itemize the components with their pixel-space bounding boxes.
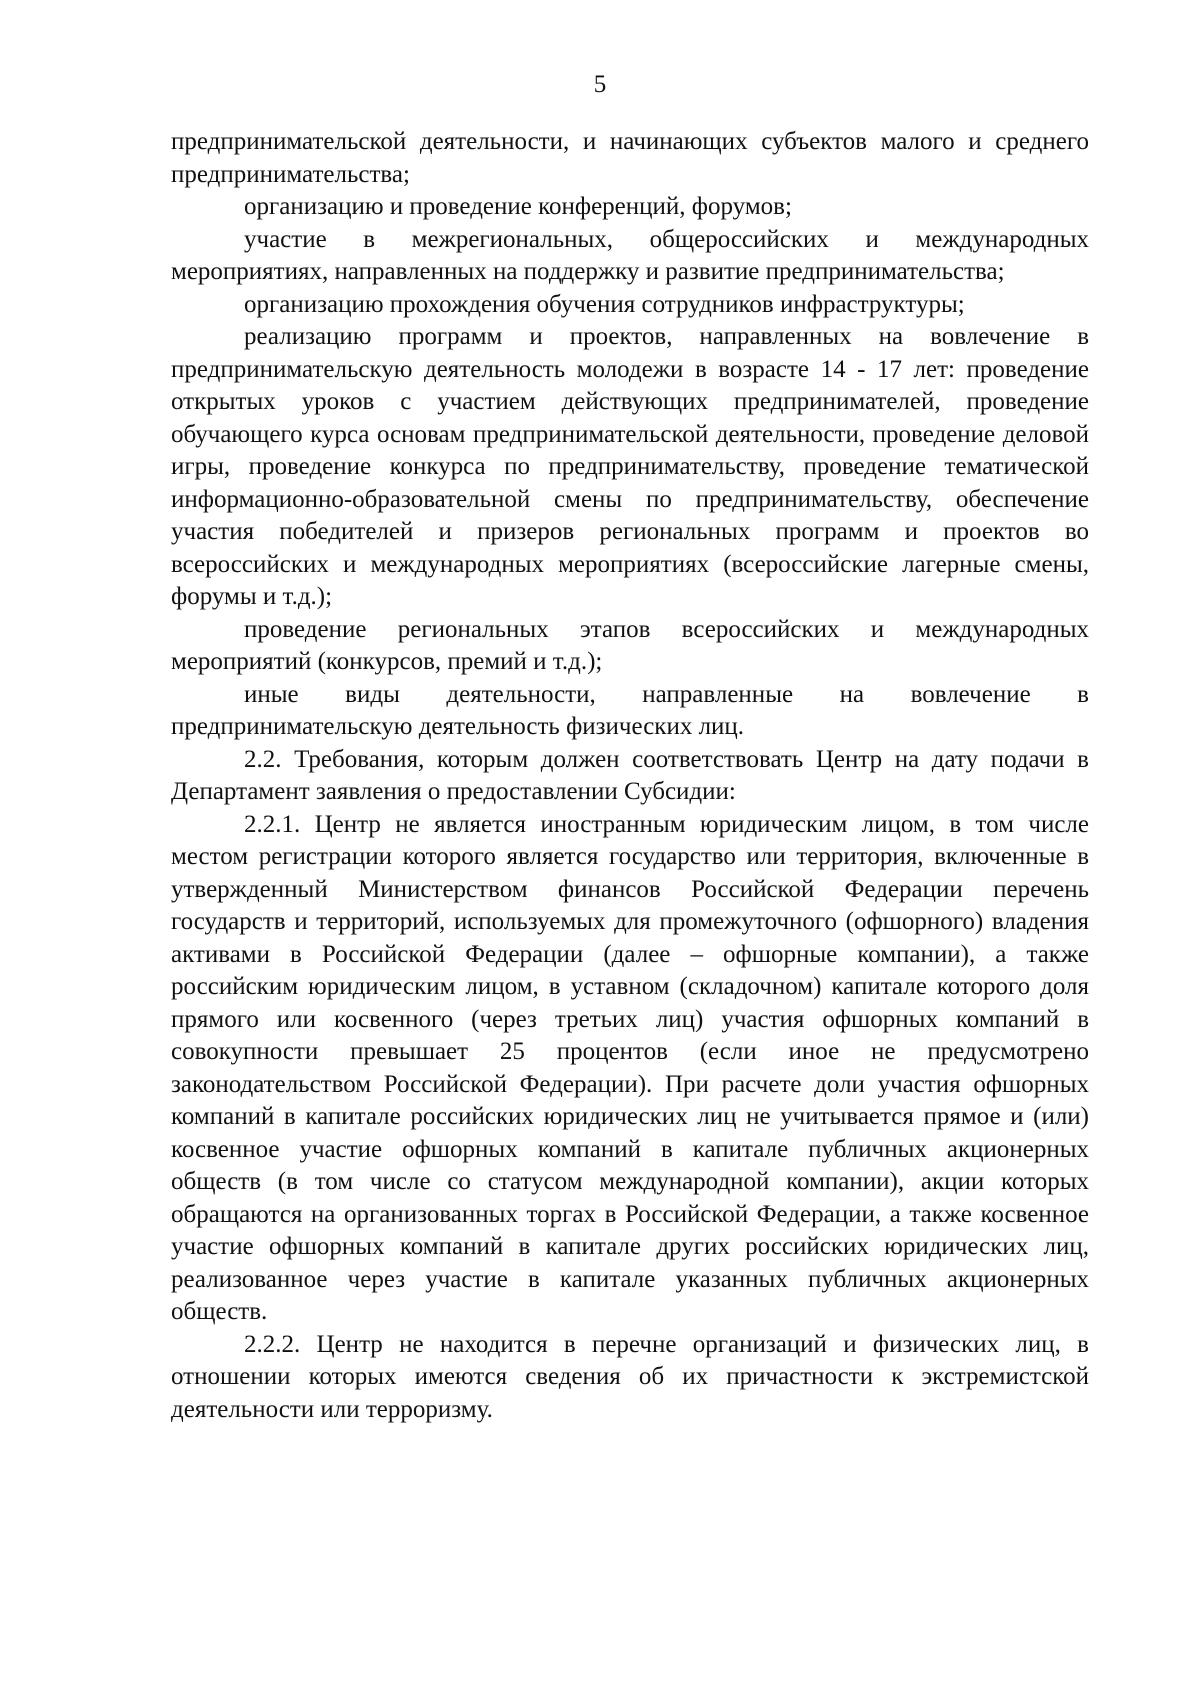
paragraph-staff-training: организацию прохождения обучения сотрудников инфраструктуры; bbox=[244, 290, 965, 318]
paragraph-other-activities: иные виды деятельности, направленные на вовлечение в предпринимательскую деятельность физических лиц. bbox=[171, 680, 1089, 740]
paragraph-requirement-2-2-2: 2.2.2. Центр не находится в перечне организаций и физических лиц, в отношении которых имеются сведения об их причастности к экстремистской деятельности или терроризму. bbox=[171, 1330, 1089, 1423]
paragraph-youth-programs: реализацию программ и проектов, направленных на вовлечение в предпринимательскую деятельность молодежи в возрасте 14 - 17 лет: проведение открытых уроков с участием действующих предпринимателей, проведение обучающего курса основам предпринимательской деятельности, проведение деловой игры, проведение конкурса по предпринимательству, проведение тематической информационно-образовательной смены по предпринимательству, обеспечение участия победителей и призеров региональных программ и проектов во всероссийских и международных мероприятиях (всероссийские лагерные смены, форумы и т.д.); bbox=[171, 323, 1089, 610]
paragraph-regional-stages: проведение региональных этапов всероссийских и международных мероприятий (конкурсов, премий и т.д.); bbox=[171, 615, 1089, 675]
document-body bbox=[171, 126, 1089, 1426]
paragraph-requirement-2-2-1: 2.2.1. Центр не является иностранным юридическим лицом, в том числе местом регистрации которого является государство или территория, включенные в утвержденный Министерством финансов Российской Федерации перечень государств и территорий, используемых для промежуточного (офшорного) владения активами в Российской Федерации (далее – офшорные компании), а также российским юридическим лицом, в уставном (складочном) капитале которого доля прямого или косвенного (через третьих лиц) участия офшорных компаний в совокупности превышает 25 процентов (если иное не предусмотрено законодательством Российской Федерации). При расчете доли участия офшорных компаний в капитале российских юридических лиц не учитывается прямое и (или) косвенное участие офшорных компаний в капитале публичных акционерных обществ (в том числе со статусом международной компании), акции которых обращаются на организованных торгах в Российской Федерации, а также косвенное участие офшорных компаний в капитале других российских юридических лиц, реализованное через участие в капитале указанных публичных акционерных обществ. bbox=[171, 810, 1089, 1325]
paragraph-events-participation: участие в межрегиональных, общероссийских и международных мероприятиях, направленных на поддержку и развитие предпринимательства; bbox=[171, 225, 1089, 285]
page-number: 5 bbox=[593, 71, 607, 98]
paragraph-conferences: организацию и проведение конференций, форумов; bbox=[244, 193, 792, 220]
paragraph-requirements-2-2: 2.2. Требования, которым должен соответствовать Центр на дату подачи в Департамент заявления о предоставлении Субсидии: bbox=[171, 745, 1089, 805]
paragraph-continuation: предпринимательской деятельности, и начинающих субъектов малого и среднего предпринимательства; bbox=[171, 128, 1089, 188]
